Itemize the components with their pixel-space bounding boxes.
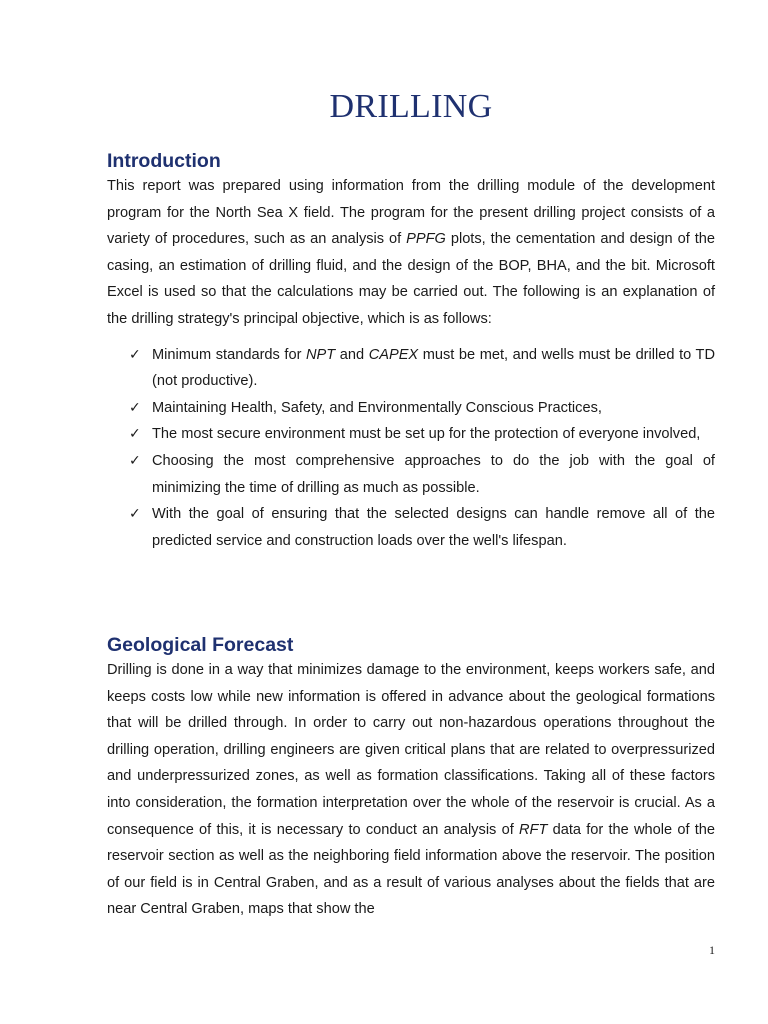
geological-forecast-heading: Geological Forecast bbox=[107, 634, 294, 656]
introduction-paragraph bbox=[107, 173, 715, 333]
intro-term-ppfg: PPFG bbox=[406, 231, 446, 248]
geo-term-rft: RFT bbox=[518, 821, 548, 838]
document-title: DRILLING bbox=[329, 88, 493, 125]
checkmark-icon: ✓ bbox=[129, 399, 141, 416]
bullet-text: The most secure environment must be set up for the protection of everyone involved, bbox=[152, 426, 701, 443]
objectives-list bbox=[107, 342, 715, 555]
bullet-text: and bbox=[335, 346, 369, 363]
geo-text-2: data for the whole of the reservoir section as well as the neighboring field information above the reservoir. The position of our field is in Central Graben, and as a result of various analyses about the fields that are near Central Graben, maps that show the bbox=[107, 821, 716, 918]
list-item bbox=[107, 342, 715, 395]
geo-text-1: Drilling is done in a way that minimizes damage to the environment, keeps workers safe, and keeps costs low while new information is offered in advance about the geological formations that will be drilled through. In order to carry out non-hazardous operations throughout the drilling operation, drilling engineers are given critical plans that are related to overpressurized and underpressurized zones, as well as formation classifications. Taking all of these factors into consideration, the formation interpretation over the whole of the reservoir is crucial. As a consequence of this, it is necessary to conduct an analysis of bbox=[107, 662, 715, 838]
list-item bbox=[107, 501, 715, 554]
checkmark-icon: ✓ bbox=[129, 506, 141, 523]
bullet-text: Choosing the most comprehensive approaches to do the job with the goal of minimizing the time of drilling as much as possible. bbox=[152, 452, 715, 496]
geological-forecast-paragraph bbox=[107, 657, 715, 923]
bullet-term-capex: CAPEX bbox=[368, 346, 419, 363]
list-item bbox=[107, 448, 715, 501]
bullet-text: must be met, and wells must be drilled to TD (not productive). bbox=[152, 346, 715, 390]
intro-text-2: plots, the cementation and design of the casing, an estimation of drilling fluid, and the design of the BOP, BHA, and the bit. Microsoft Excel is used so that the calculations may be carried out. The following is an explanation of the drilling strategy's principal objective, which is as follows: bbox=[107, 231, 715, 327]
checkmark-icon: ✓ bbox=[129, 426, 141, 443]
checkmark-icon: ✓ bbox=[129, 346, 141, 363]
intro-text-1: This report was prepared using information from the drilling module of the development program for the North Sea X field. The program for the present drilling project consists of a variety of procedures, such as an analysis of bbox=[107, 178, 715, 248]
bullet-text: Minimum standards for bbox=[152, 346, 307, 363]
list-item bbox=[107, 421, 715, 448]
bullet-text: With the goal of ensuring that the selected designs can handle remove all of the predicted service and construction loads over the well's lifespan. bbox=[152, 506, 715, 549]
introduction-heading: Introduction bbox=[107, 150, 221, 172]
bullet-term-npt: NPT bbox=[306, 346, 336, 363]
introduction-section bbox=[107, 149, 715, 554]
checkmark-icon: ✓ bbox=[129, 452, 141, 469]
list-item bbox=[107, 395, 715, 422]
geological-forecast-section bbox=[107, 633, 715, 923]
bullet-text: Maintaining Health, Safety, and Environmentally Conscious Practices, bbox=[152, 399, 602, 416]
page-number: 1 bbox=[709, 943, 715, 957]
